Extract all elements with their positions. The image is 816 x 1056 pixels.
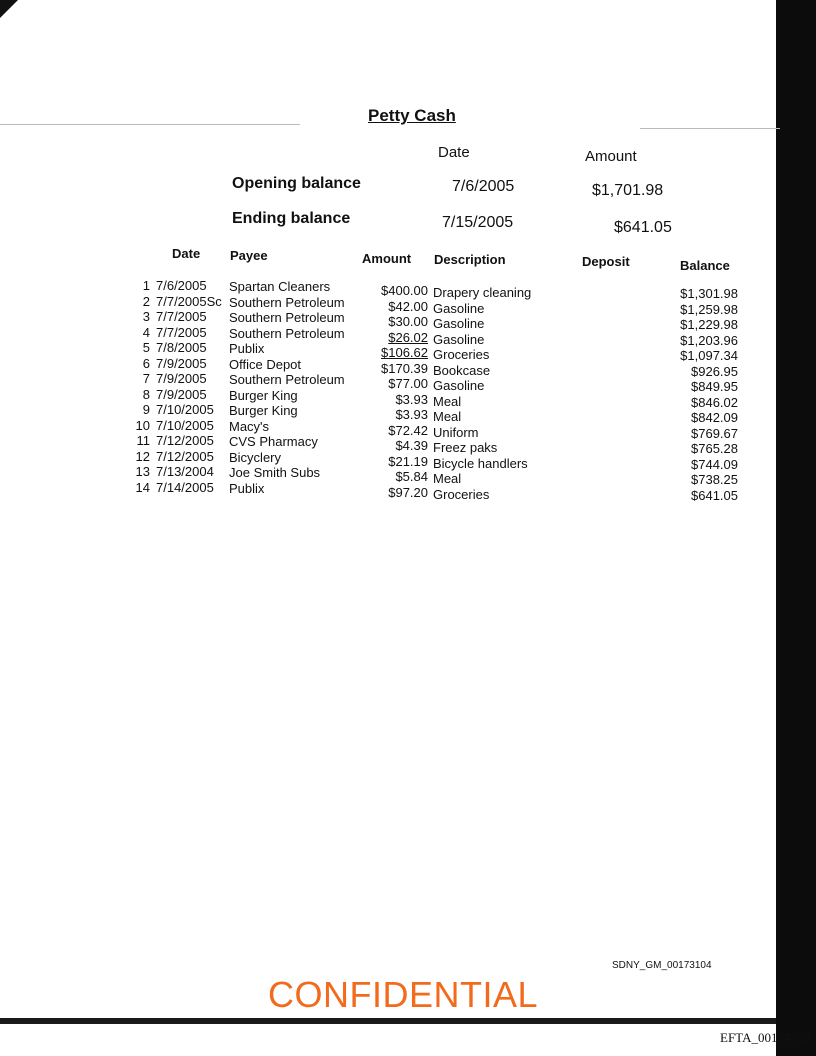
- col-header-payee: Payee: [230, 248, 268, 263]
- scan-bottom-edge: [0, 1018, 776, 1024]
- ending-balance-label: Ending balance: [232, 210, 351, 227]
- scan-corner-mark: [0, 0, 18, 18]
- row-description: Bicycle handlers: [433, 455, 528, 471]
- col-header-balance: Balance: [680, 258, 730, 273]
- row-description: Uniform: [433, 424, 479, 440]
- row-description: Gasoline: [433, 316, 485, 331]
- balance-value: $1,229.98: [680, 317, 738, 332]
- row-number: 7: [142, 371, 150, 386]
- row-payee: Office Depot: [229, 356, 302, 372]
- balance-value: $744.09: [691, 456, 738, 472]
- balance-value: $846.02: [691, 394, 738, 410]
- row-amount: $5.84: [395, 469, 428, 484]
- bates-number: SDNY_GM_00173104: [612, 960, 712, 971]
- row-number: 3: [142, 309, 150, 324]
- row-number: 8: [142, 386, 150, 402]
- row-date: 7/14/2005: [156, 479, 214, 495]
- row-amount: $77.00: [388, 376, 428, 391]
- row-amount: $3.93: [395, 407, 428, 422]
- row-description: Gasoline: [433, 331, 485, 347]
- row-description: Groceries: [433, 486, 490, 502]
- row-number: 13: [135, 464, 150, 479]
- row-payee: Burger King: [229, 403, 298, 418]
- row-number: 9: [142, 402, 150, 417]
- opening-balance-amount: $1,701.98: [592, 182, 664, 199]
- opening-balance-label: Opening balance: [232, 175, 361, 192]
- row-number: 4: [142, 324, 150, 340]
- row-date: 7/12/2005: [156, 448, 214, 464]
- row-payee: CVS Pharmacy: [229, 434, 318, 449]
- row-amount: $30.00: [388, 314, 428, 329]
- balance-value: $842.09: [691, 410, 738, 425]
- row-payee: Joe Smith Subs: [229, 465, 321, 480]
- row-amount: $3.93: [395, 391, 428, 407]
- balance-value: $926.95: [691, 363, 738, 379]
- row-date: 7/13/2004: [156, 464, 214, 479]
- row-number: 2: [142, 293, 150, 309]
- row-date: 7/9/2005: [156, 371, 207, 386]
- row-number: 11: [136, 433, 150, 448]
- scan-artifact-line: [640, 128, 780, 129]
- row-date: 7/6/2005: [156, 278, 207, 293]
- balance-value: $1,259.98: [680, 301, 738, 317]
- row-payee: Bicyclery: [229, 449, 282, 465]
- row-number: 6: [142, 355, 150, 371]
- opening-balance-date: 7/6/2005: [452, 178, 515, 195]
- balance-value: $849.95: [691, 379, 738, 394]
- row-description: Freez paks: [433, 440, 498, 455]
- col-header-deposit: Deposit: [582, 254, 630, 269]
- balance-value: $738.25: [691, 472, 738, 487]
- row-number: 12: [135, 448, 150, 464]
- scan-artifact-line: [0, 124, 300, 125]
- row-date: 7/7/2005Sc: [156, 293, 222, 309]
- col-header-amount: Amount: [362, 251, 412, 266]
- row-amount: $26.02: [388, 329, 428, 345]
- balance-value: $765.28: [691, 441, 738, 456]
- row-payee: Publix: [229, 341, 265, 356]
- scan-right-edge: [776, 0, 816, 1056]
- summary-date-header: Date: [438, 144, 470, 161]
- row-payee: Burger King: [229, 387, 298, 403]
- col-header-description: Description: [434, 252, 506, 267]
- row-amount: $97.20: [388, 484, 428, 500]
- row-payee: Spartan Cleaners: [229, 279, 331, 294]
- row-amount: $42.00: [388, 298, 428, 314]
- row-payee: Southern Petroleum: [229, 372, 345, 387]
- row-description: Drapery cleaning: [433, 285, 532, 300]
- row-description: Meal: [433, 393, 462, 409]
- row-number: 1: [142, 278, 150, 293]
- balance-value: $641.05: [691, 487, 738, 503]
- page-title: Petty Cash: [368, 106, 456, 125]
- row-description: Bookcase: [433, 362, 491, 378]
- row-amount: $400.00: [381, 283, 428, 298]
- row-payee: Macy's: [229, 418, 270, 434]
- row-description: Meal: [433, 409, 462, 424]
- row-amount: $106.62: [381, 345, 428, 360]
- ending-balance-amount: $641.05: [614, 219, 672, 236]
- confidential-stamp: CONFIDENTIAL: [268, 974, 539, 1015]
- row-number: 14: [135, 479, 150, 495]
- row-amount: $21.19: [388, 453, 428, 469]
- row-date: 7/9/2005: [156, 386, 207, 402]
- ending-balance-date: 7/15/2005: [442, 214, 514, 231]
- row-payee: Southern Petroleum: [229, 325, 345, 341]
- balance-value: $1,097.34: [680, 348, 738, 363]
- row-date: 7/8/2005: [156, 340, 207, 355]
- row-date: 7/10/2005: [156, 417, 214, 433]
- row-date: 7/9/2005: [156, 355, 207, 371]
- row-payee: Publix: [229, 480, 265, 496]
- summary-amount-header: Amount: [585, 148, 637, 165]
- row-date: 7/10/2005: [156, 402, 214, 417]
- row-payee: Southern Petroleum: [229, 310, 345, 325]
- efta-number: EFTA_00194759: [720, 1030, 810, 1045]
- row-date: 7/7/2005: [156, 324, 207, 340]
- row-description: Gasoline: [433, 378, 485, 393]
- row-payee: Southern Petroleum: [229, 294, 345, 310]
- row-amount: $170.39: [381, 360, 428, 376]
- row-description: Gasoline: [433, 300, 485, 316]
- row-number: 10: [135, 417, 150, 433]
- balance-value: $1,301.98: [680, 286, 738, 301]
- row-date: 7/7/2005: [156, 309, 207, 324]
- col-header-date: Date: [172, 246, 201, 261]
- row-description: Groceries: [433, 347, 490, 362]
- row-description: Meal: [433, 471, 462, 486]
- row-amount: $72.42: [388, 422, 428, 438]
- row-amount: $4.39: [395, 438, 428, 453]
- balance-value: $1,203.96: [680, 332, 738, 348]
- balance-value: $769.67: [691, 425, 738, 441]
- row-date: 7/12/2005: [156, 433, 214, 448]
- row-number: 5: [142, 340, 150, 355]
